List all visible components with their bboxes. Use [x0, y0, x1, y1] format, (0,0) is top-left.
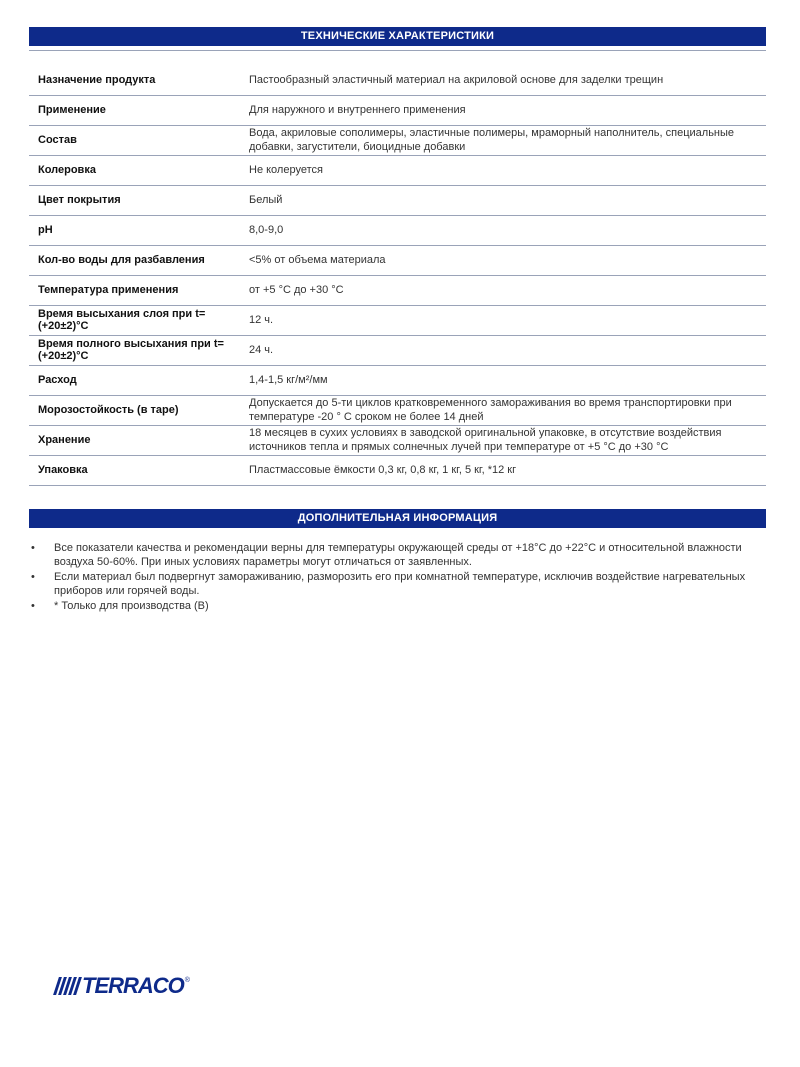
table-row [29, 305, 766, 335]
additional-info-notes [29, 541, 766, 614]
spec-value: 24 ч. [243, 335, 766, 365]
section-header-additional-info: ДОПОЛНИТЕЛЬНАЯ ИНФОРМАЦИЯ [29, 509, 766, 528]
spec-key: Упаковка [29, 455, 243, 485]
section-header-specs: ТЕХНИЧЕСКИЕ ХАРАКТЕРИСТИКИ [29, 27, 766, 46]
table-row [29, 185, 766, 215]
spec-value: Белый [243, 185, 766, 215]
list-item: • Все показатели качества и рекомендации верны для температуры окружающей среды от +18°С до +22°С и относительной влажности воздуха 50-60%. При иных условиях параметры могут отличаться от заявленных. [29, 541, 766, 569]
spec-value: от +5 °С до +30 °С [243, 275, 766, 305]
spec-key: Морозостойкость (в таре) [29, 395, 243, 425]
spec-key: Назначение продукта [29, 66, 243, 95]
spec-value: 8,0-9,0 [243, 215, 766, 245]
spec-value: 12 ч. [243, 305, 766, 335]
table-row [29, 275, 766, 305]
spec-value: Для наружного и внутреннего применения [243, 95, 766, 125]
table-row [29, 335, 766, 365]
list-item: • Если материал был подвергнут замораживанию, разморозить его при комнатной температуре, исключив воздействие нагревательных приборов или горячей воды. [29, 570, 766, 598]
logo-wordmark: TERRACO [82, 973, 184, 998]
table-row [29, 125, 766, 155]
spec-key: Кол-во воды для разбавления [29, 245, 243, 275]
spec-key: Цвет покрытия [29, 185, 243, 215]
list-item: • * Только для производства (В) [29, 599, 766, 613]
table-row [29, 245, 766, 275]
spec-key: pH [29, 215, 243, 245]
table-row [29, 215, 766, 245]
logo-stripes-icon [56, 977, 79, 995]
specs-table [29, 66, 766, 486]
spec-key: Температура применения [29, 275, 243, 305]
spec-value: Допускается до 5-ти циклов кратковременного замораживания во время транспортировки при температуре -20 ° С сроком не более 14 дней [243, 395, 766, 425]
spec-key: Расход [29, 365, 243, 395]
spec-value: Пастообразный эластичный материал на акриловой основе для заделки трещин [243, 66, 766, 95]
spec-key: Время высыхания слоя при t=(+20±2)°С [29, 305, 243, 335]
spec-value: 1,4-1,5 кг/м²/мм [243, 365, 766, 395]
table-row [29, 395, 766, 425]
table-row [29, 95, 766, 125]
spec-key: Хранение [29, 425, 243, 455]
spec-key: Применение [29, 95, 243, 125]
spec-value: 18 месяцев в сухих условиях в заводской оригинальной упаковке, в отсутствие воздействия источников тепла и прямых солнечных лучей при температуре от +5 °С до +30 °С [243, 425, 766, 455]
table-row [29, 66, 766, 95]
spec-value: Пластмассовые ёмкости 0,3 кг, 0,8 кг, 1 кг, 5 кг, *12 кг [243, 455, 766, 485]
table-row [29, 365, 766, 395]
spec-key: Колеровка [29, 155, 243, 185]
terraco-logo [56, 974, 190, 998]
table-row [29, 455, 766, 485]
spec-key: Состав [29, 125, 243, 155]
spec-value: Вода, акриловые сополимеры, эластичные полимеры, мраморный наполнитель, специальные добавки, загустители, биоцидные добавки [243, 125, 766, 155]
spec-value: <5% от объема материала [243, 245, 766, 275]
table-top-divider [29, 50, 766, 51]
table-row [29, 155, 766, 185]
spec-key: Время полного высыхания при t=(+20±2)°С [29, 335, 243, 365]
registered-mark: ® [184, 977, 190, 984]
table-row [29, 425, 766, 455]
spec-value: Не колеруется [243, 155, 766, 185]
